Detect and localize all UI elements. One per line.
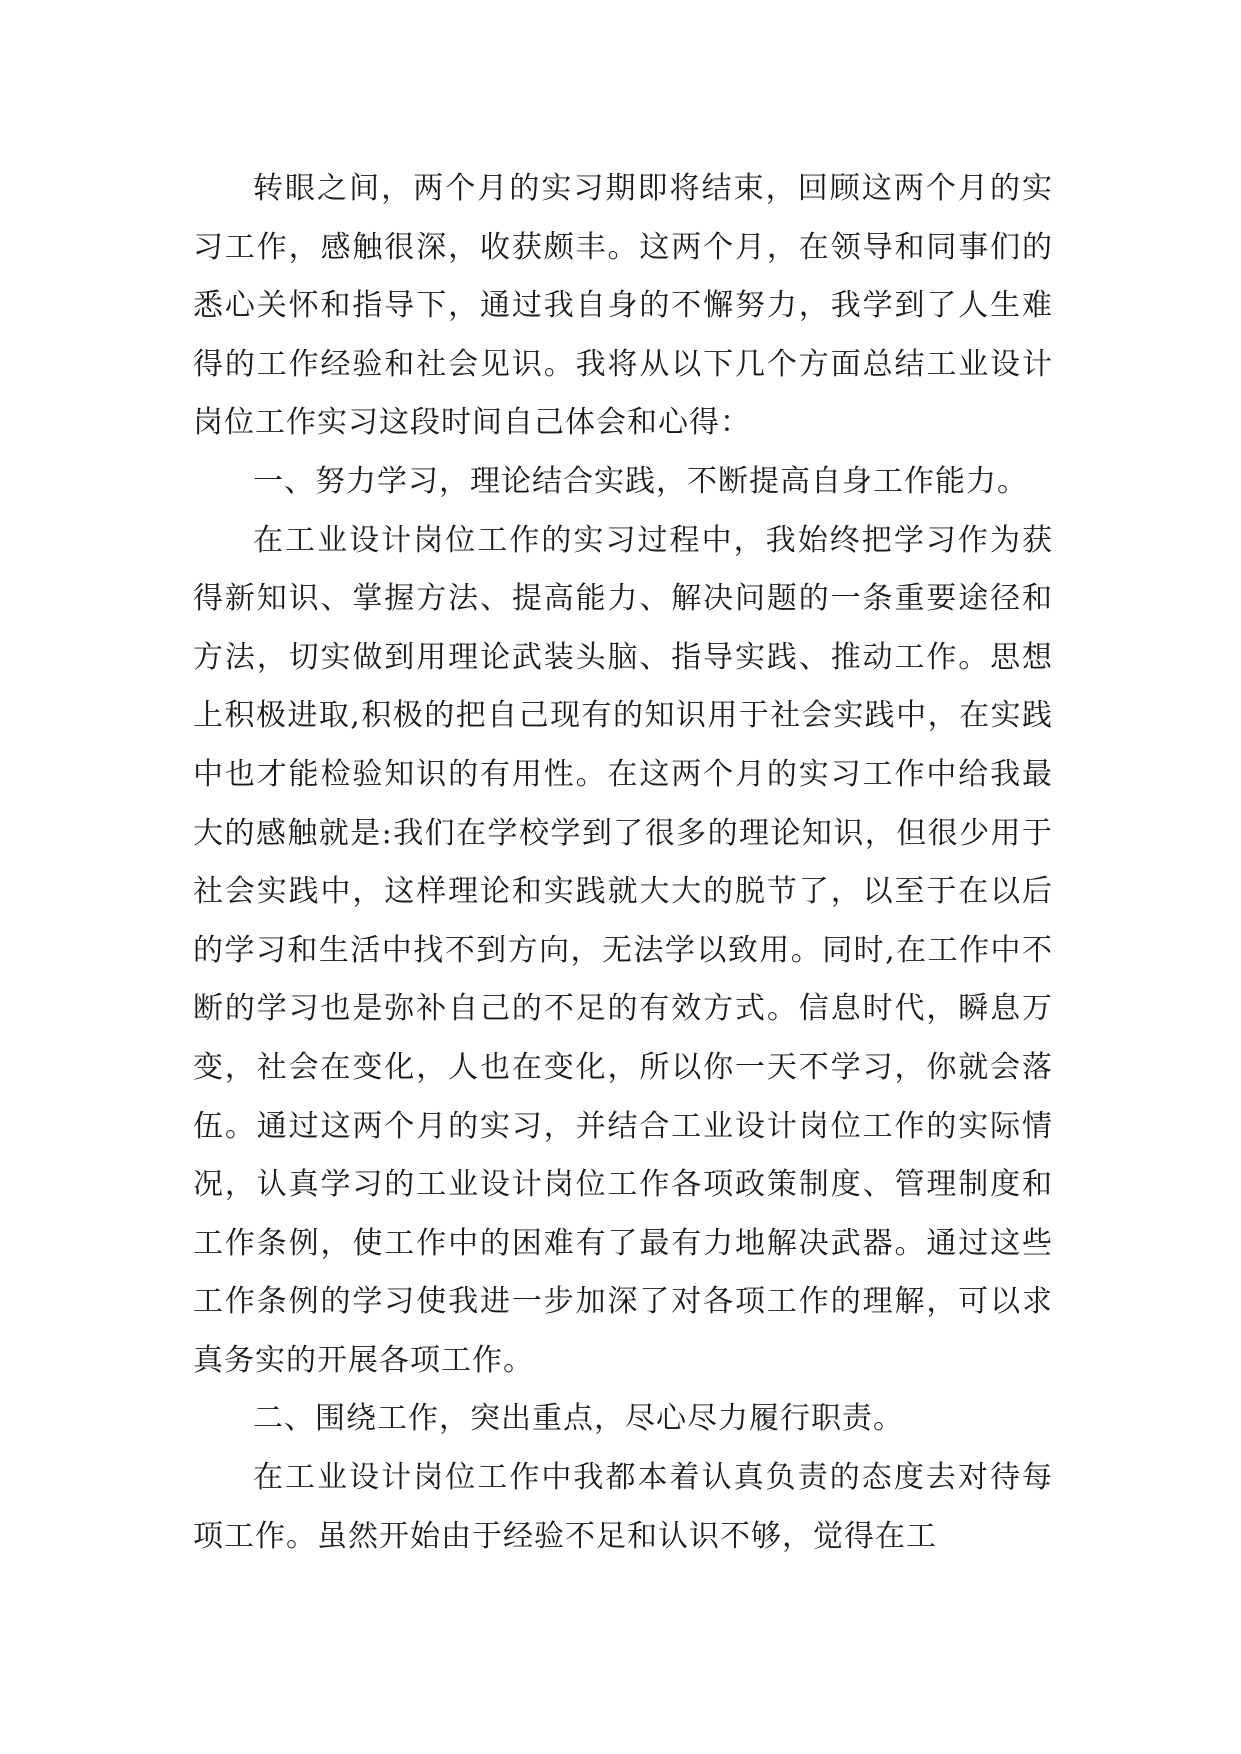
section-heading-1: 一、努力学习，理论结合实践，不断提高自身工作能力。 bbox=[253, 463, 1028, 499]
section-heading-2: 二、围绕工作，突出重点，尽心尽力履行职责。 bbox=[253, 1401, 904, 1437]
section-2-paragraph: 在工业设计岗位工作中我都本着认真负责的态度去对待每项工作。虽然开始由于经验不足和认识不够，觉得在工 bbox=[193, 1460, 1053, 1554]
intro-paragraph: 转眼之间，两个月的实习期即将结束，回顾这两个月的实习工作，感触很深，收获颇丰。这两个月，在领导和同事们的悉心关怀和指导下，通过我自身的不懈努力，我学到了人生难得的工作经验和社会见识。我将从以下几个方面总结工业设计岗位工作实习这段时间自己体会和心得： bbox=[193, 171, 1053, 441]
section-1-paragraph: 在工业设计岗位工作的实习过程中，我始终把学习作为获得新知识、掌握方法、提高能力、解决问题的一条重要途径和方法，切实做到用理论武装头脑、指导实践、推动工作。思想上积极进取,积极的把自己现有的知识用于社会实践中，在实践中也才能检验知识的有用性。在这两个月的实习工作中给我最大的感触就是:我们在学校学到了很多的理论知识，但很少用于社会实践中，这样理论和实践就大大的脱节了，以至于在以后的学习和生活中找不到方向，无法学以致用。同时,在工作中不断的学习也是弥补自己的不足的有效方式。信息时代，瞬息万变，社会在变化，人也在变化，所以你一天不学习，你就会落伍。通过这两个月的实习，并结合工业设计岗位工作的实际情况，认真学习的工业设计岗位工作各项政策制度、管理制度和工作条例，使工作中的困难有了最有力地解决武器。通过这些工作条例的学习使我进一步加深了对各项工作的理解，可以求真务实的开展各项工作。 bbox=[193, 522, 1053, 1378]
document-body bbox=[193, 160, 1053, 1566]
